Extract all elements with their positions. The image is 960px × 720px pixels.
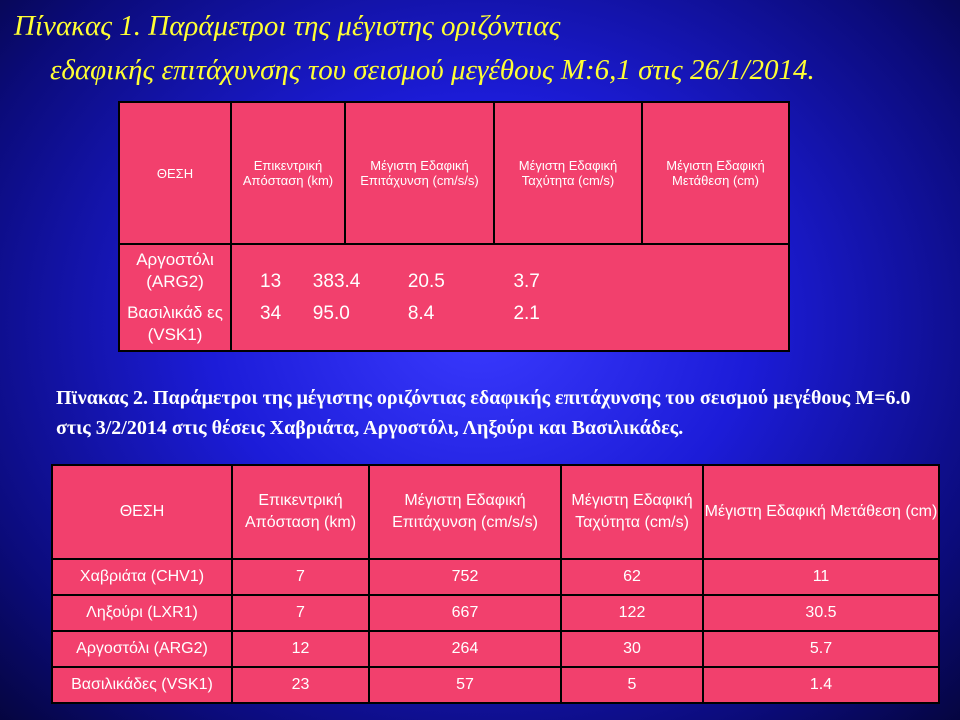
table-2-station: Χαβριάτα (CHV1) — [52, 559, 232, 595]
table-row — [52, 631, 939, 667]
table-row — [52, 559, 939, 595]
table-2-displacement: 11 — [703, 559, 939, 595]
table-2-station: Ληξούρι (LXR1) — [52, 595, 232, 631]
table-row — [52, 595, 939, 631]
table-2-caption: Πϊνακας 2. Παράμετροι της μέγιστης οριζόντιας εδαφικής επιτάχυνσης του σεισμού μεγέθους Μ=6.0 στις 3/2/2014 στις θέσεις Χαβριάτα, Αργοστόλι, Ληξούρι και Βασιλικάδες. — [56, 387, 911, 439]
table-2-header-acceleration: Μέγιστη Εδαφική Επιτάχυνση (cm/s/s) — [369, 465, 561, 559]
table-2-header-displacement: Μέγιστη Εδαφική Μετάθεση (cm) — [703, 465, 939, 559]
table-1-body-row — [119, 244, 789, 351]
table-1-stations-cell — [119, 244, 231, 351]
table-2-acceleration: 264 — [369, 631, 561, 667]
table-1-station-arg2: Αργοστόλι (ARG2) — [136, 250, 214, 292]
table-2-acceleration: 667 — [369, 595, 561, 631]
table-1-header-velocity: Μέγιστη Εδαφική Ταχύτητα (cm/s) — [494, 102, 642, 244]
table-1-header-position: ΘΕΣΗ — [119, 102, 231, 244]
table-2-velocity: 5 — [561, 667, 703, 703]
table-1-values-vsk1: 34 95.0 8.4 2.1 — [260, 302, 540, 324]
table-2-velocity: 122 — [561, 595, 703, 631]
table-2-distance: 7 — [232, 595, 369, 631]
table-2-velocity: 62 — [561, 559, 703, 595]
table-1-header-row — [119, 102, 789, 244]
table-2-velocity: 30 — [561, 631, 703, 667]
table-2-header-row — [52, 465, 939, 559]
table-2-distance: 7 — [232, 559, 369, 595]
table-2-header-position: ΘΕΣΗ — [52, 465, 232, 559]
title-line-1: Πίνακας 1. Παράμετροι της μέγιστης οριζόντιας — [14, 10, 561, 42]
table-2-station: Αργοστόλι (ARG2) — [52, 631, 232, 667]
table-2-distance: 23 — [232, 667, 369, 703]
table-2-displacement: 5.7 — [703, 631, 939, 667]
page-title — [14, 4, 954, 92]
table-2-displacement: 30.5 — [703, 595, 939, 631]
table-row — [52, 667, 939, 703]
table-2-acceleration: 752 — [369, 559, 561, 595]
table-1-station-vsk1: Βασιλικάδ ες (VSK1) — [127, 302, 223, 344]
table-1-header-acceleration: Μέγιστη Εδαφική Επιτάχυνση (cm/s/s) — [345, 102, 494, 244]
table-1-values-cell — [231, 244, 789, 351]
title-line-2: εδαφικής επιτάχυνσης του σεισμού μεγέθους Μ:6,1 στις 26/1/2014. — [50, 54, 815, 86]
table-1-values-arg2: 13 383.4 20.5 3.7 — [260, 270, 540, 292]
table-1 — [118, 101, 790, 352]
table-2-header-velocity: Μέγιστη Εδαφική Ταχύτητα (cm/s) — [561, 465, 703, 559]
table-2 — [51, 464, 940, 704]
table-2-distance: 12 — [232, 631, 369, 667]
table-1-header-displacement: Μέγιστη Εδαφική Μετάθεση (cm) — [642, 102, 789, 244]
table-2-acceleration: 57 — [369, 667, 561, 703]
table-2-header-distance: Επικεντρική Απόσταση (km) — [232, 465, 369, 559]
table-1-header-distance: Επικεντρική Απόσταση (km) — [231, 102, 345, 244]
table-2-displacement: 1.4 — [703, 667, 939, 703]
table-2-station: Βασιλικάδες (VSK1) — [52, 667, 232, 703]
